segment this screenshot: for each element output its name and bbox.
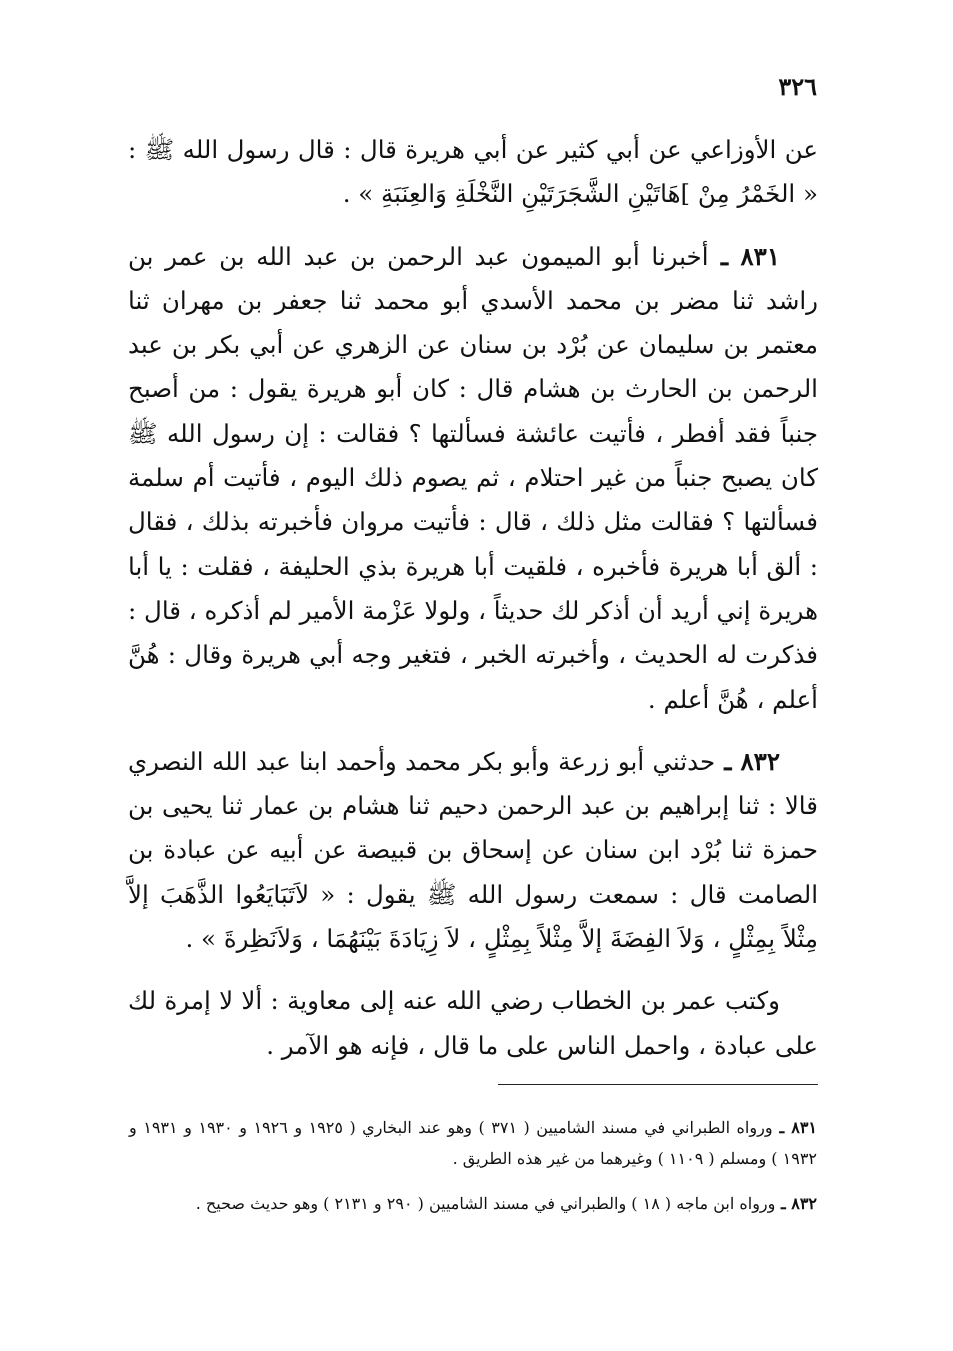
footnotes xyxy=(129,1112,817,1233)
footnote-number: ٨٣٢ ـ xyxy=(775,1194,817,1213)
footnote-text: ورواه ابن ماجه ( ١٨ ) والطبراني في مسند الشاميين ( ٢٩٠ و ٢١٣١ ) وهو حديث صحيح . xyxy=(195,1194,776,1213)
footnote-832 xyxy=(129,1188,817,1219)
hadith-832 xyxy=(128,740,818,961)
page-number: ٣٢٦ xyxy=(778,72,817,101)
footnote-separator xyxy=(498,1084,818,1085)
footnote-831 xyxy=(129,1112,817,1174)
footnote-text: ورواه الطبراني في مسند الشاميين ( ٣٧١ ) وهو عند البخاري ( ١٩٢٥ و ١٩٢٦ و ١٩٣٠ و ١٩٣١ و ١٩٣٢ ) ومسلم ( ١١٠٩ ) وغيرهما من غير هذه الطريق . xyxy=(129,1118,817,1168)
paragraph-text: أخبرنا أبو الميمون عبد الرحمن بن عبد الله بن عمر بن راشد ثنا مضر بن محمد الأسدي أبو محمد ثنا جعفر بن مهران ثنا معتمر بن سليمان عن بُرْد بن سنان عن الزهري عن أبي بكر بن عبد الرحمن بن الحارث بن هشام قال : كان أبو هريرة يقول : من أصبح جنباً فقد أفطر ، فأتيت عائشة فسألتها ؟ فقالت : إن رسول الله ﷺ كان يصبح جنباً من غير احتلام ، ثم يصوم ذلك اليوم ، فأتيت أم سلمة فسألتها ؟ فقالت مثل ذلك ، قال : فأتيت مروان فأخبرته بذلك ، فقال : ألق أبا هريرة فأخبره ، فلقيت أبا هريرة بذي الحليفة ، فقلت : يا أبا هريرة إني أريد أن أذكر لك حديثاً ، ولولا عَزْمة الأمير لم أذكره ، قال : فذكرت له الحديث ، وأخبرته الخبر ، فتغير وجه أبي هريرة وقال : هُنَّ أعلم ، هُنَّ أعلم . xyxy=(128,241,818,714)
paragraph-text: حدثني أبو زرعة وأبو بكر محمد وأحمد ابنا عبد الله النصري قالا : ثنا إبراهيم بن عبد الرحمن دحيم ثنا هشام بن عمار ثنا يحيى بن حمزة ثنا بُرْد ابن سنان عن إسحاق بن قبيصة عن أبيه عن عبادة بن الصامت قال : سمعت رسول الله ﷺ يقول : « لاَتَبَايَعُوا الذَّهَبَ إلاَّ مِثْلاً بِمِثْلٍ ، وَلاَ الفِضَةَ إلاَّ مِثْلاً بِمِثْلٍ ، لاَ زِيَادَةَ بَيْنَهُمَا ، وَلاَنَظِرةَ » . xyxy=(128,746,818,954)
hadith-number: ٨٣٢ ـ xyxy=(715,746,780,776)
hadith-number: ٨٣١ ـ xyxy=(708,241,780,271)
paragraph-continuation xyxy=(128,128,818,217)
hadith-831 xyxy=(128,235,818,722)
paragraph-text: عن الأوزاعي عن أبي كثير عن أبي هريرة قال : قال رسول الله ﷺ : « الخَمْرُ مِنْ ]هَاتَيْنِ الشَّجَرَتَيْنِ النَّخْلَةِ وَالعِنَبَةِ » . xyxy=(128,135,818,209)
footnote-number: ٨٣١ ـ xyxy=(772,1118,818,1137)
paragraph-closing xyxy=(128,979,818,1068)
main-text xyxy=(128,128,818,1086)
paragraph-text: وكتب عمر بن الخطاب رضي الله عنه إلى معاوية : ألا لا إمرة لك على عبادة ، واحمل الناس على ما قال ، فإنه هو الآمر . xyxy=(128,986,818,1060)
